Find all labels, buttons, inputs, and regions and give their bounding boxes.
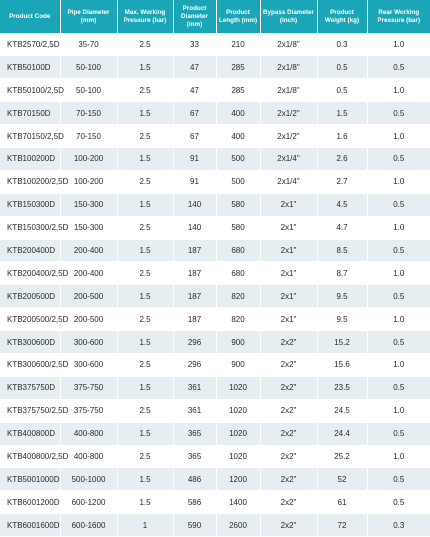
cell-rear-working-pressure: 0.5 bbox=[367, 491, 430, 514]
cell-product-code: KTB200500/2,5D bbox=[0, 308, 60, 331]
cell-bypass-diameter: 2x1/8" bbox=[260, 56, 317, 79]
cell-product-weight: 2.6 bbox=[317, 147, 367, 170]
cell-product-diameter: 187 bbox=[173, 239, 216, 262]
cell-max-working-pressure: 1.5 bbox=[117, 468, 173, 491]
cell-bypass-diameter: 2x1/8" bbox=[260, 79, 317, 102]
cell-product-length: 680 bbox=[216, 239, 260, 262]
cell-max-working-pressure: 2.5 bbox=[117, 445, 173, 468]
cell-bypass-diameter: 2x2" bbox=[260, 445, 317, 468]
cell-bypass-diameter: 2x1" bbox=[260, 239, 317, 262]
cell-rear-working-pressure: 0.5 bbox=[367, 56, 430, 79]
cell-rear-working-pressure: 0.5 bbox=[367, 285, 430, 308]
header-row bbox=[0, 0, 430, 33]
cell-product-weight: 4.5 bbox=[317, 193, 367, 216]
cell-product-diameter: 67 bbox=[173, 102, 216, 125]
cell-pipe-diameter: 200-500 bbox=[60, 308, 117, 331]
cell-rear-working-pressure: 1.0 bbox=[367, 170, 430, 193]
cell-product-code: KTB100200D bbox=[0, 147, 60, 170]
cell-bypass-diameter: 2x2" bbox=[260, 468, 317, 491]
cell-product-length: 580 bbox=[216, 193, 260, 216]
cell-product-code: KTB150300D bbox=[0, 193, 60, 216]
cell-product-length: 400 bbox=[216, 125, 260, 148]
cell-bypass-diameter: 2x1/2" bbox=[260, 102, 317, 125]
cell-product-diameter: 361 bbox=[173, 376, 216, 399]
cell-pipe-diameter: 600-1200 bbox=[60, 491, 117, 514]
cell-rear-working-pressure: 0.5 bbox=[367, 422, 430, 445]
cell-rear-working-pressure: 0.5 bbox=[367, 102, 430, 125]
cell-max-working-pressure: 2.5 bbox=[117, 353, 173, 376]
cell-product-weight: 24.4 bbox=[317, 422, 367, 445]
cell-rear-working-pressure: 1.0 bbox=[367, 79, 430, 102]
cell-product-code: KTB400800D bbox=[0, 422, 60, 445]
cell-product-length: 210 bbox=[216, 33, 260, 56]
cell-max-working-pressure: 1.5 bbox=[117, 331, 173, 354]
table-row bbox=[0, 262, 430, 285]
cell-rear-working-pressure: 1.0 bbox=[367, 262, 430, 285]
cell-product-diameter: 296 bbox=[173, 331, 216, 354]
cell-max-working-pressure: 2.5 bbox=[117, 399, 173, 422]
cell-bypass-diameter: 2x1/8" bbox=[260, 33, 317, 56]
cell-pipe-diameter: 150-300 bbox=[60, 216, 117, 239]
cell-product-weight: 15.2 bbox=[317, 331, 367, 354]
cell-bypass-diameter: 2x1" bbox=[260, 285, 317, 308]
cell-product-weight: 61 bbox=[317, 491, 367, 514]
cell-rear-working-pressure: 0.5 bbox=[367, 193, 430, 216]
table-row bbox=[0, 33, 430, 56]
table-row bbox=[0, 514, 430, 537]
cell-product-code: KTB70150D bbox=[0, 102, 60, 125]
cell-bypass-diameter: 2x1/4" bbox=[260, 147, 317, 170]
cell-product-length: 285 bbox=[216, 79, 260, 102]
header-max-working-pressure: Max. Working Pressure (bar) bbox=[117, 0, 173, 33]
header-product-diameter: Product Diameter (mm) bbox=[173, 0, 216, 33]
cell-max-working-pressure: 1.5 bbox=[117, 56, 173, 79]
cell-product-diameter: 91 bbox=[173, 170, 216, 193]
cell-product-diameter: 33 bbox=[173, 33, 216, 56]
cell-product-weight: 4.7 bbox=[317, 216, 367, 239]
header-product-length: Product Length (mm) bbox=[216, 0, 260, 33]
table-row bbox=[0, 468, 430, 491]
cell-product-weight: 23.5 bbox=[317, 376, 367, 399]
header-rear-working-pressure: Rear Working Pressure (bar) bbox=[367, 0, 430, 33]
cell-max-working-pressure: 2.5 bbox=[117, 125, 173, 148]
table-row bbox=[0, 353, 430, 376]
cell-bypass-diameter: 2x1" bbox=[260, 308, 317, 331]
cell-product-length: 500 bbox=[216, 147, 260, 170]
cell-product-diameter: 590 bbox=[173, 514, 216, 537]
cell-max-working-pressure: 1.5 bbox=[117, 102, 173, 125]
cell-product-code: KTB100200/2,5D bbox=[0, 170, 60, 193]
cell-rear-working-pressure: 0.5 bbox=[367, 147, 430, 170]
table-row bbox=[0, 125, 430, 148]
cell-product-weight: 8.7 bbox=[317, 262, 367, 285]
cell-rear-working-pressure: 0.5 bbox=[367, 376, 430, 399]
cell-product-length: 1020 bbox=[216, 445, 260, 468]
cell-product-weight: 8.5 bbox=[317, 239, 367, 262]
cell-max-working-pressure: 1.5 bbox=[117, 193, 173, 216]
cell-max-working-pressure: 1.5 bbox=[117, 285, 173, 308]
cell-product-code: KTB6001200D bbox=[0, 491, 60, 514]
cell-product-length: 680 bbox=[216, 262, 260, 285]
cell-rear-working-pressure: 1.0 bbox=[367, 33, 430, 56]
cell-bypass-diameter: 2x2" bbox=[260, 399, 317, 422]
cell-bypass-diameter: 2x2" bbox=[260, 376, 317, 399]
cell-bypass-diameter: 2x2" bbox=[260, 331, 317, 354]
cell-rear-working-pressure: 0.5 bbox=[367, 239, 430, 262]
cell-max-working-pressure: 1.5 bbox=[117, 239, 173, 262]
cell-product-code: KTB300600D bbox=[0, 331, 60, 354]
cell-bypass-diameter: 2x2" bbox=[260, 514, 317, 537]
cell-product-diameter: 47 bbox=[173, 56, 216, 79]
cell-pipe-diameter: 600-1600 bbox=[60, 514, 117, 537]
cell-product-code: KTB50100/2,5D bbox=[0, 79, 60, 102]
cell-product-length: 1020 bbox=[216, 422, 260, 445]
cell-product-weight: 1.6 bbox=[317, 125, 367, 148]
cell-product-weight: 15.6 bbox=[317, 353, 367, 376]
cell-product-length: 400 bbox=[216, 102, 260, 125]
table-row bbox=[0, 285, 430, 308]
cell-product-code: KTB200500D bbox=[0, 285, 60, 308]
cell-bypass-diameter: 2x2" bbox=[260, 491, 317, 514]
cell-product-diameter: 91 bbox=[173, 147, 216, 170]
cell-rear-working-pressure: 0.5 bbox=[367, 331, 430, 354]
cell-product-length: 820 bbox=[216, 285, 260, 308]
cell-product-diameter: 140 bbox=[173, 193, 216, 216]
cell-bypass-diameter: 2x1" bbox=[260, 262, 317, 285]
cell-product-diameter: 486 bbox=[173, 468, 216, 491]
header-product-code: Product Code bbox=[0, 0, 60, 33]
cell-bypass-diameter: 2x1/2" bbox=[260, 125, 317, 148]
cell-product-weight: 24.5 bbox=[317, 399, 367, 422]
cell-product-code: KTB150300/2,5D bbox=[0, 216, 60, 239]
cell-max-working-pressure: 1.5 bbox=[117, 147, 173, 170]
table-row bbox=[0, 216, 430, 239]
cell-product-code: KTB200400D bbox=[0, 239, 60, 262]
cell-product-length: 1020 bbox=[216, 399, 260, 422]
header-product-weight: Product Weight (kg) bbox=[317, 0, 367, 33]
cell-product-diameter: 67 bbox=[173, 125, 216, 148]
cell-product-diameter: 187 bbox=[173, 285, 216, 308]
cell-product-weight: 0.5 bbox=[317, 56, 367, 79]
cell-pipe-diameter: 300-600 bbox=[60, 331, 117, 354]
header-pipe-diameter: Pipe Diameter (mm) bbox=[60, 0, 117, 33]
cell-pipe-diameter: 500-1000 bbox=[60, 468, 117, 491]
cell-pipe-diameter: 100-200 bbox=[60, 147, 117, 170]
cell-pipe-diameter: 200-400 bbox=[60, 262, 117, 285]
cell-pipe-diameter: 400-800 bbox=[60, 422, 117, 445]
cell-pipe-diameter: 150-300 bbox=[60, 193, 117, 216]
header-bypass-diameter: Bypass Diameter (inch) bbox=[260, 0, 317, 33]
cell-product-code: KTB400800/2,5D bbox=[0, 445, 60, 468]
cell-rear-working-pressure: 0.5 bbox=[367, 468, 430, 491]
cell-product-weight: 72 bbox=[317, 514, 367, 537]
cell-product-weight: 25.2 bbox=[317, 445, 367, 468]
cell-pipe-diameter: 50-100 bbox=[60, 79, 117, 102]
cell-product-code: KTB200400/2,5D bbox=[0, 262, 60, 285]
cell-product-diameter: 586 bbox=[173, 491, 216, 514]
table-row bbox=[0, 239, 430, 262]
cell-product-diameter: 140 bbox=[173, 216, 216, 239]
cell-product-weight: 9.5 bbox=[317, 308, 367, 331]
cell-product-length: 1020 bbox=[216, 376, 260, 399]
table-row bbox=[0, 331, 430, 354]
cell-pipe-diameter: 100-200 bbox=[60, 170, 117, 193]
cell-max-working-pressure: 1.5 bbox=[117, 422, 173, 445]
cell-rear-working-pressure: 0.3 bbox=[367, 514, 430, 537]
cell-product-weight: 9.5 bbox=[317, 285, 367, 308]
cell-rear-working-pressure: 1.0 bbox=[367, 308, 430, 331]
table-body bbox=[0, 33, 430, 537]
cell-rear-working-pressure: 1.0 bbox=[367, 125, 430, 148]
cell-rear-working-pressure: 1.0 bbox=[367, 399, 430, 422]
table-row bbox=[0, 491, 430, 514]
cell-rear-working-pressure: 1.0 bbox=[367, 353, 430, 376]
cell-product-diameter: 187 bbox=[173, 308, 216, 331]
cell-product-weight: 52 bbox=[317, 468, 367, 491]
cell-product-diameter: 365 bbox=[173, 422, 216, 445]
cell-product-code: KTB375750/2,5D bbox=[0, 399, 60, 422]
cell-product-length: 285 bbox=[216, 56, 260, 79]
table-row bbox=[0, 193, 430, 216]
cell-max-working-pressure: 1 bbox=[117, 514, 173, 537]
cell-product-code: KTB375750D bbox=[0, 376, 60, 399]
cell-bypass-diameter: 2x1" bbox=[260, 216, 317, 239]
cell-max-working-pressure: 2.5 bbox=[117, 262, 173, 285]
cell-bypass-diameter: 2x1/4" bbox=[260, 170, 317, 193]
cell-pipe-diameter: 50-100 bbox=[60, 56, 117, 79]
cell-max-working-pressure: 1.5 bbox=[117, 376, 173, 399]
cell-pipe-diameter: 400-800 bbox=[60, 445, 117, 468]
cell-product-code: KTB5001000D bbox=[0, 468, 60, 491]
cell-product-diameter: 361 bbox=[173, 399, 216, 422]
table-header bbox=[0, 0, 430, 33]
cell-product-code: KTB6001600D bbox=[0, 514, 60, 537]
cell-pipe-diameter: 70-150 bbox=[60, 125, 117, 148]
cell-product-length: 820 bbox=[216, 308, 260, 331]
table-row bbox=[0, 147, 430, 170]
table-row bbox=[0, 170, 430, 193]
cell-max-working-pressure: 2.5 bbox=[117, 308, 173, 331]
cell-pipe-diameter: 70-150 bbox=[60, 102, 117, 125]
cell-pipe-diameter: 300-600 bbox=[60, 353, 117, 376]
cell-max-working-pressure: 2.5 bbox=[117, 216, 173, 239]
cell-max-working-pressure: 1.5 bbox=[117, 491, 173, 514]
cell-max-working-pressure: 2.5 bbox=[117, 33, 173, 56]
cell-product-weight: 1.5 bbox=[317, 102, 367, 125]
table-row bbox=[0, 399, 430, 422]
cell-product-diameter: 47 bbox=[173, 79, 216, 102]
table-row bbox=[0, 445, 430, 468]
cell-max-working-pressure: 2.5 bbox=[117, 79, 173, 102]
cell-product-length: 900 bbox=[216, 353, 260, 376]
cell-product-diameter: 187 bbox=[173, 262, 216, 285]
cell-product-length: 900 bbox=[216, 331, 260, 354]
cell-rear-working-pressure: 1.0 bbox=[367, 216, 430, 239]
cell-product-code: KTB50100D bbox=[0, 56, 60, 79]
cell-pipe-diameter: 35-70 bbox=[60, 33, 117, 56]
cell-pipe-diameter: 375-750 bbox=[60, 376, 117, 399]
cell-product-code: KTB2570/2,5D bbox=[0, 33, 60, 56]
cell-product-length: 1400 bbox=[216, 491, 260, 514]
cell-bypass-diameter: 2x2" bbox=[260, 353, 317, 376]
cell-product-length: 2600 bbox=[216, 514, 260, 537]
cell-product-weight: 0.3 bbox=[317, 33, 367, 56]
cell-product-length: 580 bbox=[216, 216, 260, 239]
cell-product-diameter: 296 bbox=[173, 353, 216, 376]
table-row bbox=[0, 308, 430, 331]
cell-product-diameter: 365 bbox=[173, 445, 216, 468]
cell-product-code: KTB300600/2,5D bbox=[0, 353, 60, 376]
cell-pipe-diameter: 200-500 bbox=[60, 285, 117, 308]
cell-rear-working-pressure: 1.0 bbox=[367, 445, 430, 468]
cell-max-working-pressure: 2.5 bbox=[117, 170, 173, 193]
cell-pipe-diameter: 375-750 bbox=[60, 399, 117, 422]
table-row bbox=[0, 422, 430, 445]
cell-product-weight: 0.5 bbox=[317, 79, 367, 102]
cell-product-weight: 2.7 bbox=[317, 170, 367, 193]
table-row bbox=[0, 79, 430, 102]
cell-product-length: 1200 bbox=[216, 468, 260, 491]
cell-bypass-diameter: 2x1" bbox=[260, 193, 317, 216]
cell-product-code: KTB70150/2,5D bbox=[0, 125, 60, 148]
cell-bypass-diameter: 2x2" bbox=[260, 422, 317, 445]
table-row bbox=[0, 102, 430, 125]
table-row bbox=[0, 56, 430, 79]
table-row bbox=[0, 376, 430, 399]
cell-product-length: 500 bbox=[216, 170, 260, 193]
cell-pipe-diameter: 200-400 bbox=[60, 239, 117, 262]
